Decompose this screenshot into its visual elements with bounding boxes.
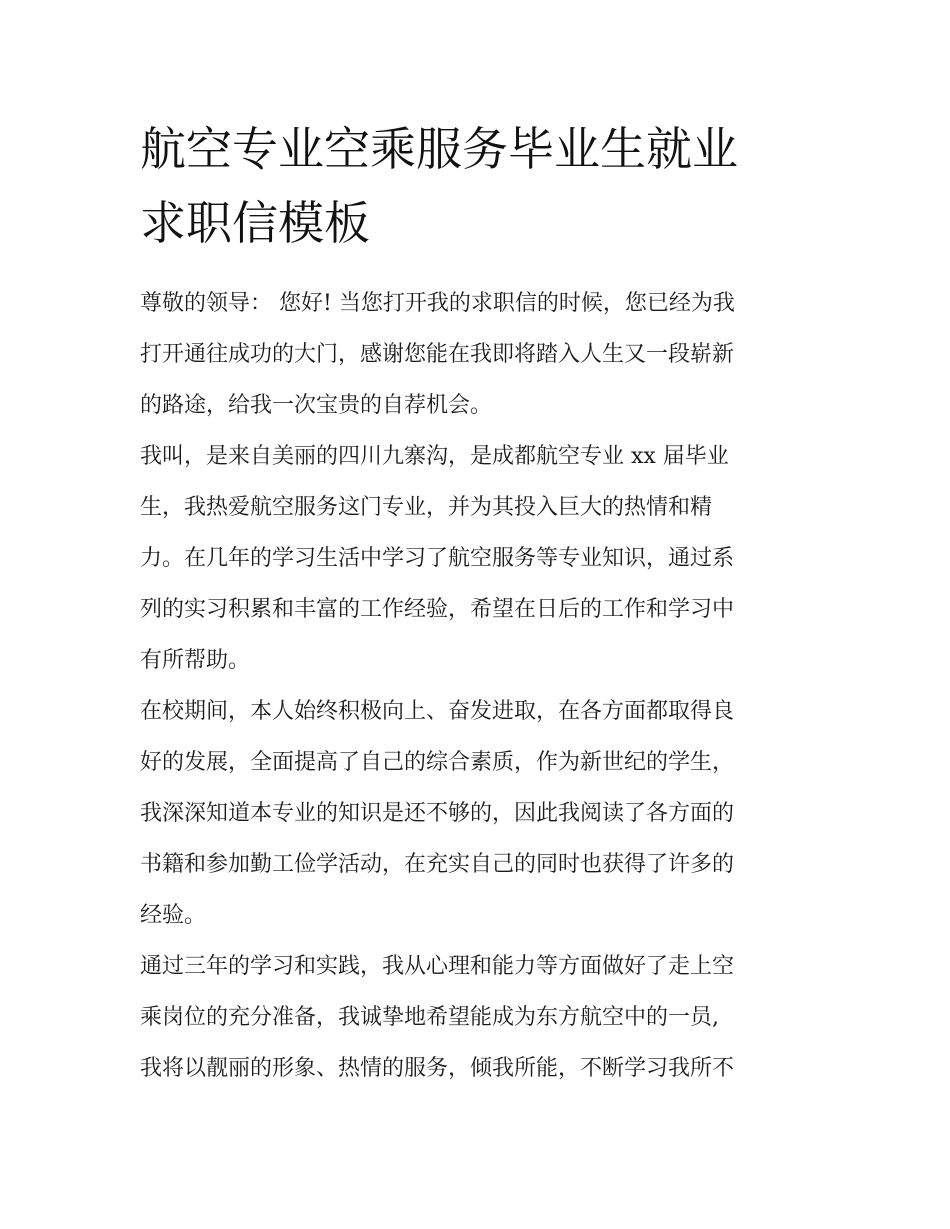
body-line: 在校期间，本人始终积极向上、奋发进取，在各方面都取得良	[140, 699, 735, 724]
body-line: 力。在几年的学习生活中学习了航空服务等专业知识，通过系	[140, 546, 735, 571]
body-line: 尊敬的领导： 您好! 当您打开我的求职信的时候，您已经为我	[140, 291, 735, 316]
document-title	[140, 112, 820, 260]
title-line: 航空专业空乘服务毕业生就业	[140, 122, 738, 176]
body-line: 打开通往成功的大门，感谢您能在我即将踏入人生又一段崭新	[140, 342, 735, 367]
body-line: 有所帮助。	[140, 648, 251, 673]
body-line: 生，我热爱航空服务这门专业，并为其投入巨大的热情和精	[140, 495, 713, 520]
title-line: 求职信模板	[140, 196, 370, 250]
body-line: 乘岗位的充分准备，我诚挚地希望能成为东方航空中的一员,	[140, 1005, 719, 1030]
body-line: 列的实习积累和丰富的工作经验，希望在日后的工作和学习中	[140, 597, 735, 622]
body-line: 我将以靓丽的形象、热情的服务，倾我所能，不断学习我所不	[140, 1056, 735, 1081]
body-line: 通过三年的学习和实践，我从心理和能力等方面做好了走上空	[140, 954, 735, 979]
body-line: 经验。	[140, 903, 207, 928]
body-line: 的路途，给我一次宝贵的自荐机会。	[140, 393, 493, 418]
body-line: 我深深知道本专业的知识是还不够的，因此我阅读了各方面的	[140, 801, 735, 826]
body-line: 我叫，是来自美丽的四川九寨沟，是成都航空专业 xx 届毕业	[140, 444, 729, 469]
body-line: 书籍和参加勤工俭学活动，在充实自己的同时也获得了许多的	[140, 852, 735, 877]
body-line: 好的发展，全面提高了自己的综合素质，作为新世纪的学生，	[140, 750, 735, 775]
letter-body	[140, 278, 820, 1094]
